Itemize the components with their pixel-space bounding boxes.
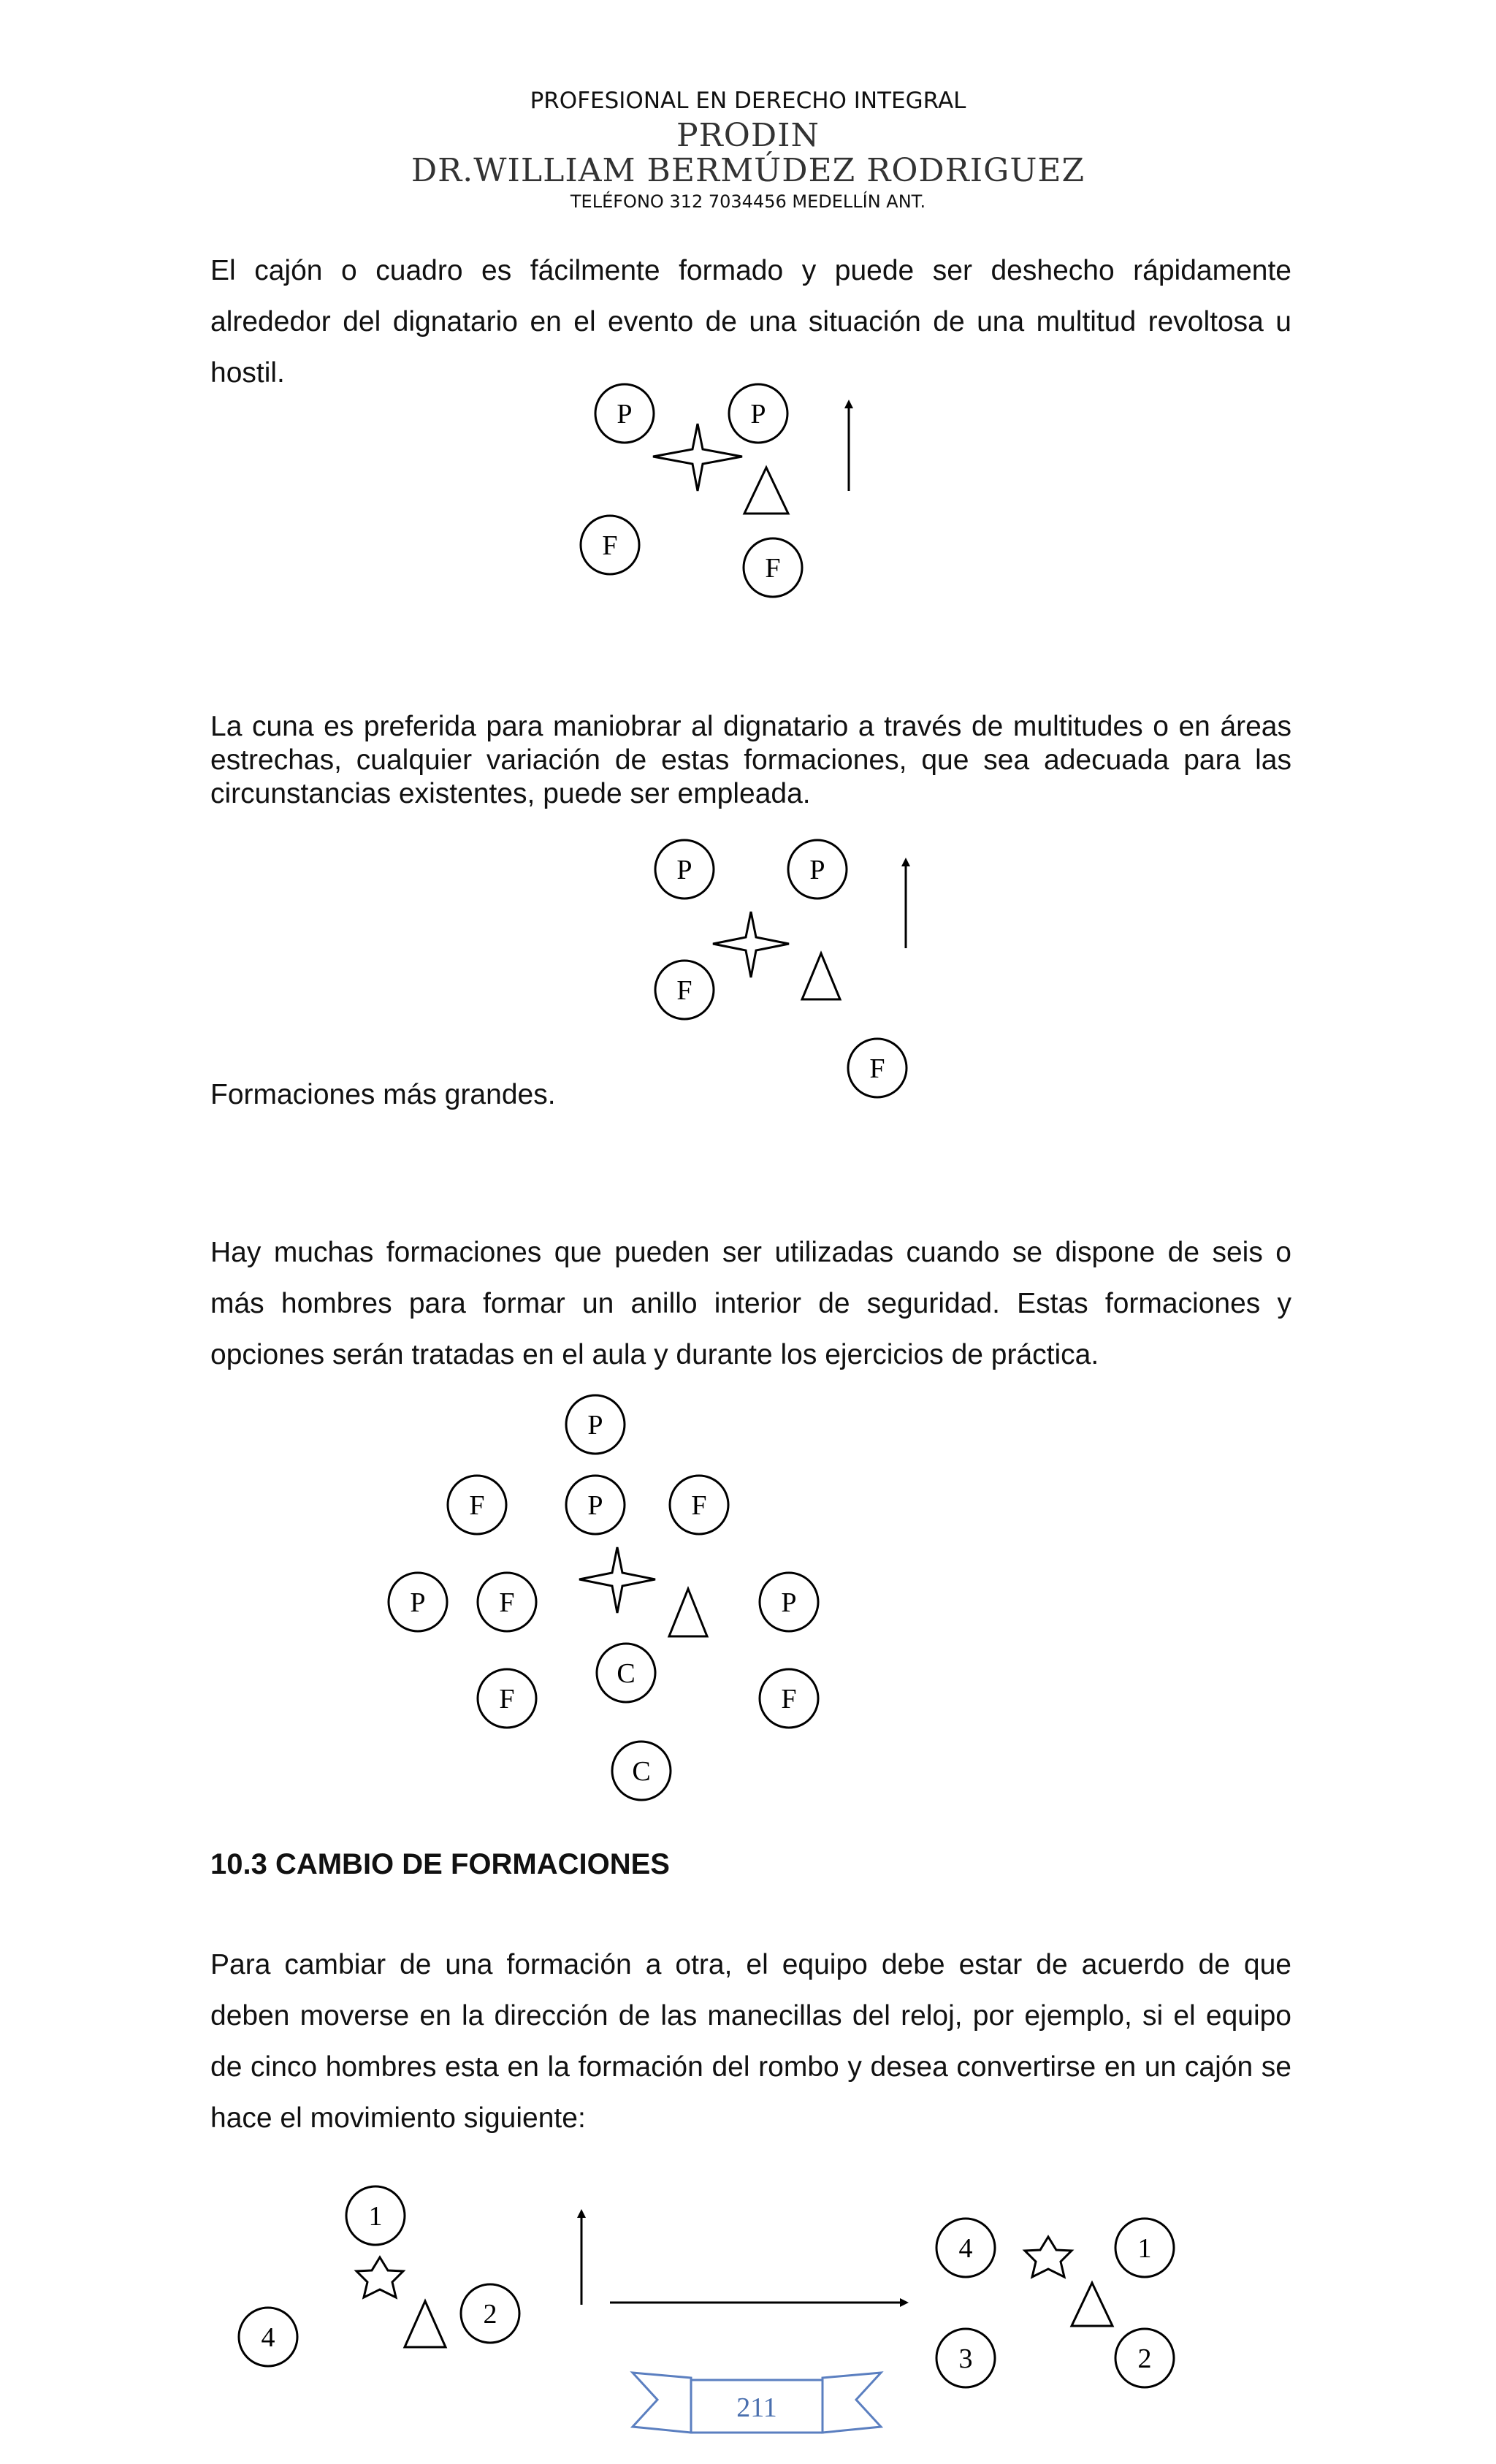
label-4: 4 <box>261 2322 275 2353</box>
label-f: F <box>869 1053 885 1084</box>
circle-f <box>478 1573 536 1631</box>
label-4: 4 <box>958 2233 973 2264</box>
circle-p <box>655 840 714 899</box>
circle-2 <box>461 2284 519 2343</box>
circle-4 <box>239 2308 297 2366</box>
circle-p <box>729 384 787 443</box>
circle-f <box>744 538 802 597</box>
label-p: P <box>587 1410 603 1441</box>
dignitary-star-icon <box>653 424 742 491</box>
circle-p <box>566 1476 625 1534</box>
diagram-cajon-resultado <box>936 2219 1174 2387</box>
circle-p <box>389 1573 447 1631</box>
circle-c <box>612 1742 671 1800</box>
label-f: F <box>781 1684 797 1714</box>
leader-triangle-icon <box>744 468 788 514</box>
label-f: F <box>765 553 781 584</box>
label-3: 3 <box>958 2343 973 2374</box>
circle-p <box>760 1573 818 1631</box>
header-line-1: PROFESIONAL EN DERECHO INTEGRAL <box>530 88 966 114</box>
circle-f <box>478 1669 536 1728</box>
section-heading: 10.3 CAMBIO DE FORMACIONES <box>210 1848 670 1880</box>
circle-c <box>597 1644 655 1702</box>
label-1: 1 <box>1137 2233 1152 2264</box>
circle-3 <box>936 2329 995 2387</box>
label-1: 1 <box>368 2201 383 2232</box>
circle-1 <box>1115 2219 1174 2277</box>
label-p: P <box>809 855 825 885</box>
label-f: F <box>676 975 692 1006</box>
circle-f <box>655 961 714 1019</box>
leader-triangle-icon <box>405 2301 446 2347</box>
dignitary-star-icon <box>1025 2237 1072 2277</box>
label-2: 2 <box>483 2299 497 2330</box>
paragraph-cuna: La cuna es preferida para maniobrar al dignatario a través de multitudes o en áreas estrechas, cualquier variación de estas formaciones, que sea adecuada para las circunstancias existentes, puede ser empleada. <box>210 711 1291 809</box>
label-p: P <box>617 399 633 430</box>
label-f: F <box>499 1684 515 1714</box>
circle-2 <box>1115 2329 1174 2387</box>
page-number-ribbon <box>633 2373 881 2433</box>
paragraph-cajon: El cajón o cuadro es fácilmente formado y puede ser deshecho rápidamente alrededor del dignatario en el evento de una situación de una multitud revoltosa u hostil. <box>210 255 1291 389</box>
leader-triangle-icon <box>802 953 840 999</box>
circle-p <box>788 840 847 899</box>
dignitary-star-icon <box>713 912 789 977</box>
dignitary-star-icon <box>579 1547 655 1613</box>
diagram-cajon <box>581 384 849 597</box>
circle-f <box>848 1039 907 1097</box>
page-number: 211 <box>736 2392 777 2423</box>
circle-f <box>670 1476 728 1534</box>
diagram-cuna <box>655 840 907 1097</box>
paragraph-formaciones-grandes: Formaciones más grandes. <box>210 1079 556 1110</box>
circle-4 <box>936 2219 995 2277</box>
label-c: C <box>632 1756 651 1787</box>
label-c: C <box>617 1658 636 1689</box>
header-line-3: DR.WILLIAM BERMÚDEZ RODRIGUEZ <box>411 152 1085 189</box>
leader-triangle-icon <box>669 1589 707 1636</box>
paragraph-muchas-formaciones: Hay muchas formaciones que pueden ser utilizadas cuando se dispone de seis o más hombres para formar un anillo interior de seguridad. Estas formaciones y opciones serán tratadas en el aula y durante los ejercicios de práctica. <box>210 1237 1291 1370</box>
label-f: F <box>691 1490 707 1521</box>
circle-p <box>566 1395 625 1454</box>
label-p: P <box>750 399 766 430</box>
label-f: F <box>499 1587 515 1618</box>
circle-f <box>448 1476 506 1534</box>
circle-1 <box>346 2186 405 2245</box>
circle-p <box>595 384 654 443</box>
label-p: P <box>410 1587 426 1618</box>
dignitary-star-icon <box>356 2257 403 2297</box>
circle-f <box>581 516 639 574</box>
label-f: F <box>602 530 618 561</box>
paragraph-cambio: Para cambiar de una formación a otra, el equipo debe estar de acuerdo de que deben moverse en la dirección de las manecillas del reloj, por ejemplo, si el equipo de cinco hombres esta en la formación del rombo y desea convertirse en un cajón se hace el movimiento siguiente: <box>210 1949 1291 2134</box>
label-p: P <box>676 855 692 885</box>
label-p: P <box>587 1490 603 1521</box>
header-line-2: PRODIN <box>676 117 820 154</box>
label-2: 2 <box>1137 2343 1152 2374</box>
label-p: P <box>781 1587 797 1618</box>
leader-triangle-icon <box>1072 2283 1113 2326</box>
label-f: F <box>469 1490 485 1521</box>
circle-f <box>760 1669 818 1728</box>
diagram-rombo <box>239 2186 581 2366</box>
header-line-4: TELÉFONO 312 7034456 MEDELLÍN ANT. <box>570 191 926 212</box>
diagram-formacion-grande <box>389 1395 818 1800</box>
